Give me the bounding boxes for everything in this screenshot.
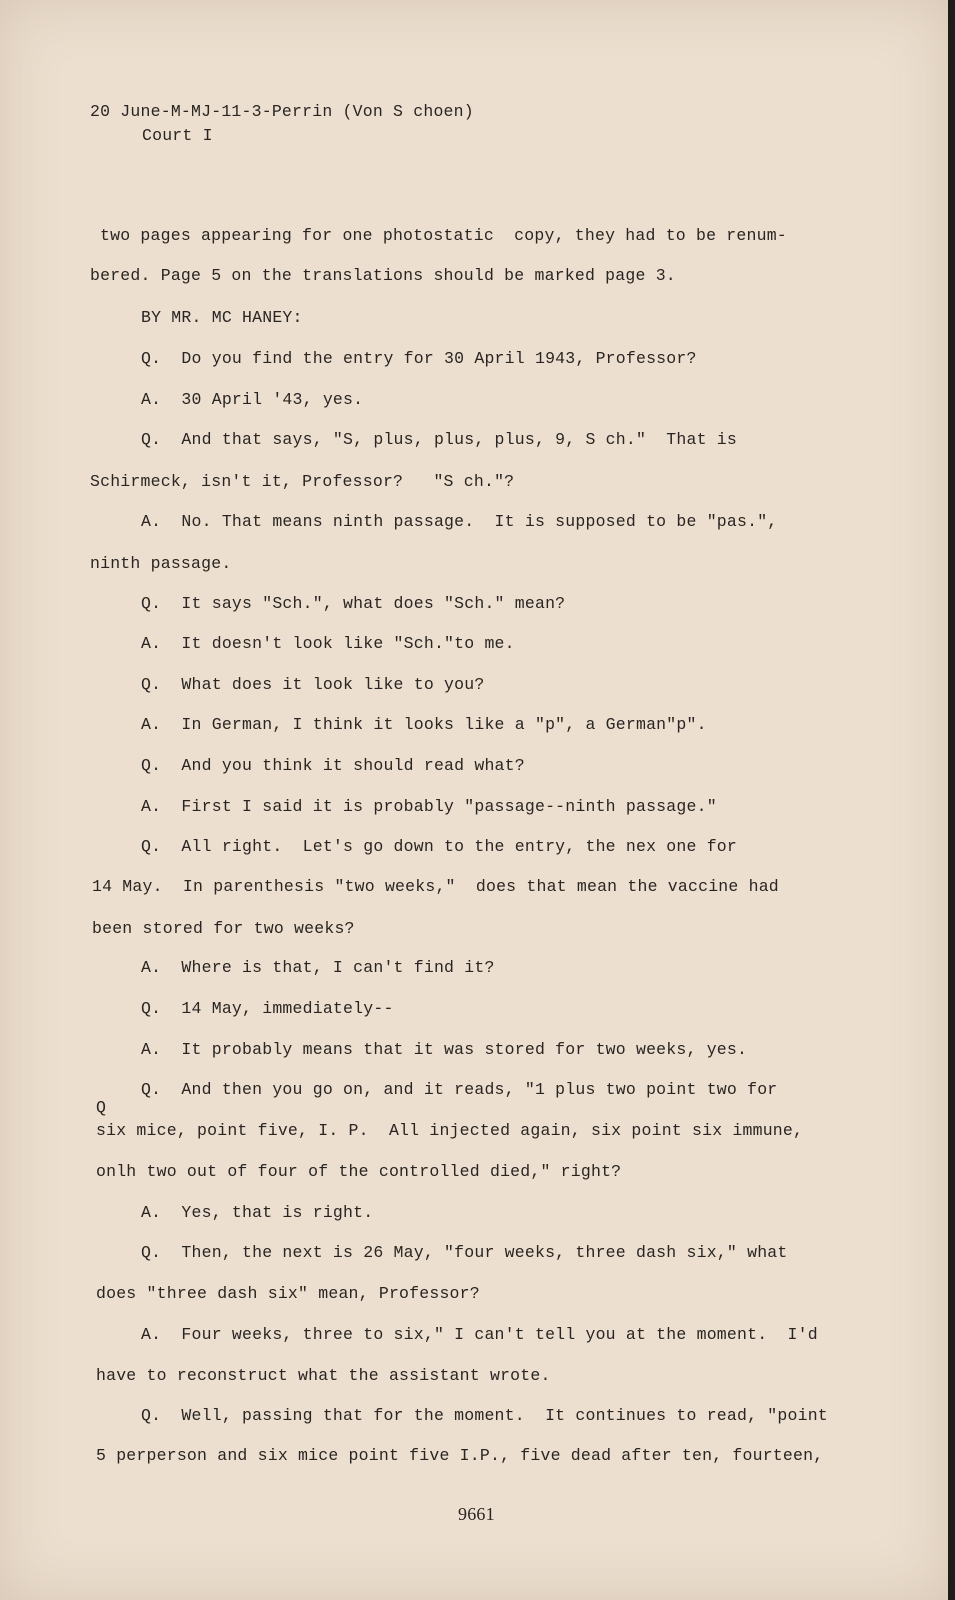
body-line: BY MR. MC HANEY: — [141, 308, 303, 327]
body-line: Q. It says "Sch.", what does "Sch." mean? — [141, 594, 566, 613]
body-line: A. Where is that, I can't find it? — [141, 958, 495, 977]
body-line: A. In German, I think it looks like a "p", a German"p". — [141, 715, 707, 734]
body-line: A. Yes, that is right. — [141, 1203, 374, 1222]
body-line: Q. All right. Let's go down to the entry, the nex one for — [141, 837, 737, 856]
body-line: Q. What does it look like to you? — [141, 675, 485, 694]
body-line: 5 perperson and six mice point five I.P., five dead after ten, fourteen, — [96, 1446, 824, 1465]
margin-mark: Q — [96, 1098, 107, 1117]
body-line: two pages appearing for one photostatic copy, they had to be renum- — [100, 226, 787, 245]
body-line: A. It doesn't look like "Sch."to me. — [141, 634, 515, 653]
body-line: Q. Then, the next is 26 May, "four weeks, three dash six," what — [141, 1243, 788, 1262]
body-line: bered. Page 5 on the translations should be marked page 3. — [90, 266, 676, 285]
body-line: six mice, point five, I. P. All injected again, six point six immune, — [96, 1121, 804, 1140]
body-line: Q. 14 May, immediately-- — [141, 999, 394, 1018]
body-line: A. 30 April '43, yes. — [141, 390, 364, 409]
body-line: Schirmeck, isn't it, Professor? "S ch."? — [90, 472, 515, 491]
body-line: 14 May. In parenthesis "two weeks," does that mean the vaccine had — [92, 877, 779, 896]
body-line: Q. And that says, "S, plus, plus, plus, 9, S ch." That is — [141, 430, 737, 449]
body-line: Q. And then you go on, and it reads, "1 plus two point two for — [141, 1080, 778, 1099]
body-line: A. It probably means that it was stored for two weeks, yes. — [141, 1040, 748, 1059]
body-line: Q. Do you find the entry for 30 April 1943, Professor? — [141, 349, 697, 368]
body-line: been stored for two weeks? — [92, 919, 355, 938]
body-line: A. No. That means ninth passage. It is supposed to be "pas.", — [141, 512, 778, 531]
body-line: Q. Well, passing that for the moment. It continues to read, "point — [141, 1406, 828, 1425]
body-line: A. First I said it is probably "passage--ninth passage." — [141, 797, 717, 816]
header-line-2: Court I — [142, 126, 213, 145]
document-header — [90, 100, 474, 148]
body-line: ninth passage. — [90, 554, 232, 573]
page-number: 9661 — [458, 1504, 495, 1524]
body-line: have to reconstruct what the assistant wrote. — [96, 1366, 551, 1385]
body-line: Q. And you think it should read what? — [141, 756, 525, 775]
body-line: does "three dash six" mean, Professor? — [96, 1284, 480, 1303]
body-line: onlh two out of four of the controlled died," right? — [96, 1162, 622, 1181]
body-line: A. Four weeks, three to six," I can't tell you at the moment. I'd — [141, 1325, 818, 1344]
header-line-1: 20 June-M-MJ-11-3-Perrin (Von S choen) — [90, 102, 474, 121]
